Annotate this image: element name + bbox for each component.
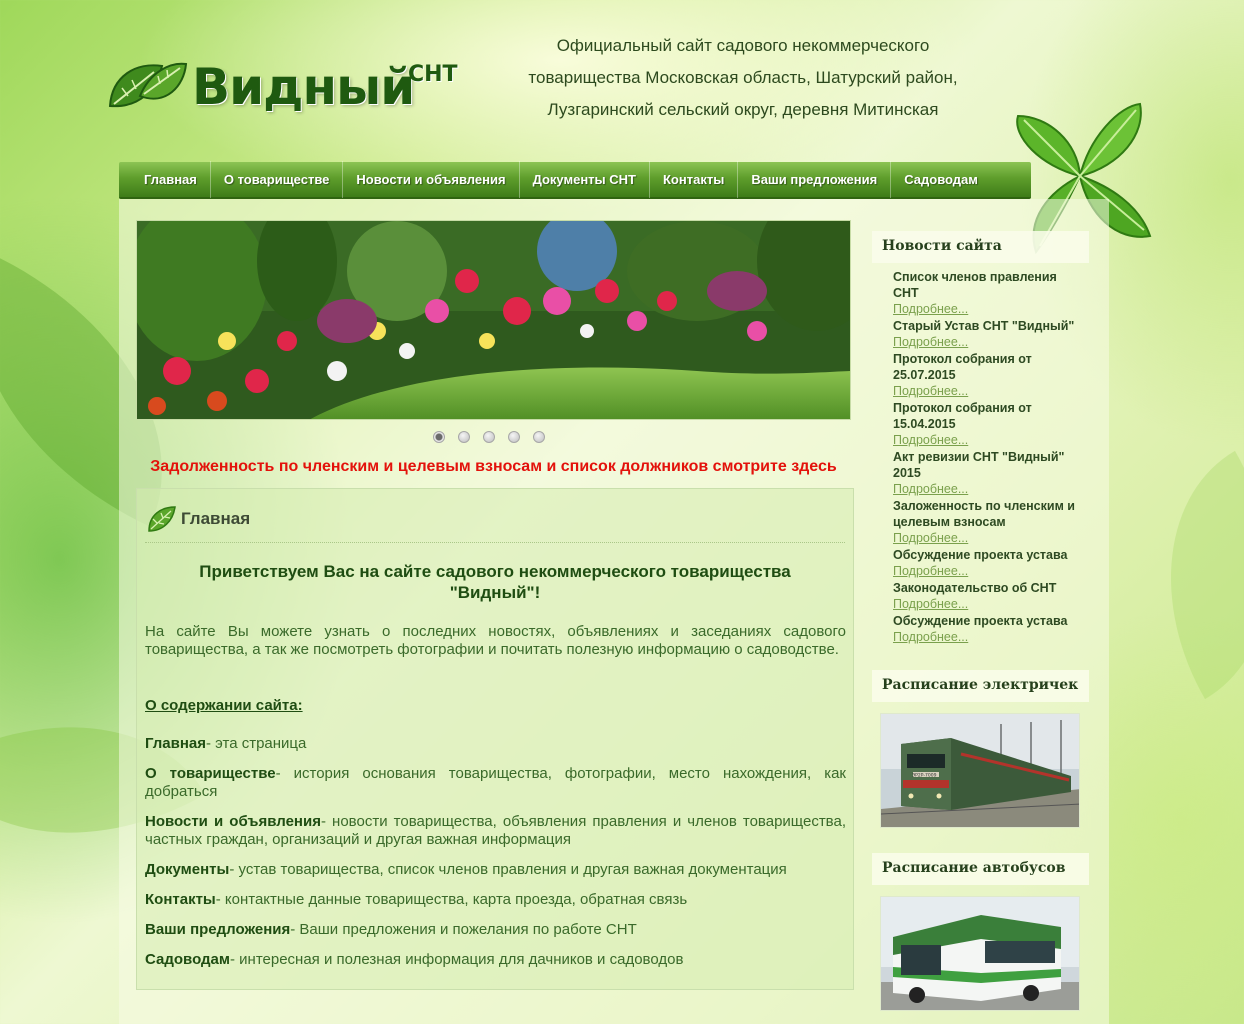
news-title: Обсуждение проекта устава: [893, 548, 1068, 562]
news-title: Протокол собрания от 25.07.2015: [893, 352, 1032, 382]
news-title: Заложенность по членским и целевым взносам: [893, 499, 1075, 529]
train-schedule-heading: Расписание электричек: [872, 670, 1089, 702]
news-more-link[interactable]: Подробнее...: [893, 630, 969, 644]
section-item: [145, 951, 846, 969]
news-more-link[interactable]: Подробнее...: [893, 482, 969, 496]
slide-dot-3[interactable]: [483, 431, 495, 443]
news-heading: Новости сайта: [872, 231, 1089, 263]
section-desc: - новости товарищества, объявления правления и членов товарищества, частных граждан, организаций и другая важная информация: [145, 813, 846, 848]
section-item: [145, 735, 846, 753]
section-item: [145, 861, 846, 879]
garden-photo: [137, 221, 851, 420]
news-title: Законодательство об СНТ: [893, 581, 1057, 595]
slideshow-dots: [433, 431, 545, 443]
train-number-plate: ЭР2Р-7009: [912, 773, 937, 779]
section-name: Главная: [145, 735, 207, 752]
leaf-icon: [145, 503, 177, 535]
slide-dot-4[interactable]: [508, 431, 520, 443]
debt-list-link[interactable]: Задолженность по членским и целевым взносам и список должников смотрите здесь: [150, 458, 837, 475]
section-name: Документы: [145, 861, 230, 878]
news-item: [893, 547, 1085, 580]
slide-dot-2[interactable]: [458, 431, 470, 443]
news-more-link[interactable]: Подробнее...: [893, 302, 969, 316]
main-nav: [119, 162, 1031, 199]
nav-item-news[interactable]: Новости и объявления: [343, 161, 519, 198]
slide-dot-1[interactable]: [433, 431, 445, 443]
news-more-link[interactable]: Подробнее...: [893, 531, 969, 545]
section-name: Контакты: [145, 891, 216, 908]
logo-name: Видный: [192, 58, 415, 116]
section-name: О товариществе: [145, 765, 276, 782]
nav-item-documents[interactable]: Документы СНТ: [520, 161, 650, 198]
news-title: Протокол собрания от 15.04.2015: [893, 401, 1032, 431]
news-item: [893, 269, 1085, 318]
leaf-logo-icon: [106, 56, 188, 118]
news-item: [893, 400, 1085, 449]
nav-item-about[interactable]: О товариществе: [211, 161, 344, 198]
about-heading: О содержании сайта:: [145, 697, 303, 714]
nav-item-gardeners[interactable]: Садоводам: [904, 172, 978, 187]
section-name: Садоводам: [145, 951, 230, 968]
news-item: [893, 498, 1085, 547]
nav-item-home[interactable]: Главная: [131, 161, 211, 198]
news-title: Список членов правления СНТ: [893, 270, 1057, 300]
section-item: [145, 921, 846, 939]
news-more-link[interactable]: Подробнее...: [893, 384, 969, 398]
news-more-link[interactable]: Подробнее...: [893, 335, 969, 349]
section-name: Ваши предложения: [145, 921, 291, 938]
section-desc: - история основания товарищества, фотографии, место нахождения, как добраться: [145, 765, 846, 800]
news-list: [893, 269, 1085, 646]
logo-suffix: СНТ: [408, 62, 458, 87]
news-more-link[interactable]: Подробнее...: [893, 433, 969, 447]
section-item: [145, 891, 846, 909]
train-schedule-image[interactable]: [880, 713, 1080, 828]
news-item: [893, 318, 1085, 351]
news-item: [893, 580, 1085, 613]
section-item: [145, 765, 846, 801]
section-item: [145, 813, 846, 849]
train-photo: [881, 714, 1080, 828]
news-title: Обсуждение проекта устава: [893, 614, 1068, 628]
section-desc: - контактные данные товарищества, карта проезда, обратная связь: [215, 891, 688, 908]
section-name: Новости и объявления: [145, 813, 321, 830]
section-desc: - интересная и полезная информация для дачников и садоводов: [230, 951, 684, 968]
news-item: [893, 449, 1085, 498]
news-item: [893, 613, 1085, 646]
slide-dot-5[interactable]: [533, 431, 545, 443]
section-desc: - эта страница: [206, 735, 307, 752]
nav-item-contacts[interactable]: Контакты: [650, 161, 738, 198]
welcome-heading: Приветствуем Вас на сайте садового некоммерческого товарищества "Видный"!: [199, 562, 791, 602]
bus-schedule-heading: Расписание автобусов: [872, 853, 1089, 885]
news-item: [893, 351, 1085, 400]
intro-text: На сайте Вы можете узнать о последних новостях, объявлениях и заседаниях садового товарищества, а так же посмотреть фотографии и почитать полезную информацию о садоводстве.: [145, 623, 846, 658]
site-tagline: Официальный сайт садового некоммерческого товарищества Московская область, Шатурский район, Лузгаринский сельский округ, деревня Митинская: [528, 36, 958, 119]
bus-photo: [881, 897, 1080, 1011]
background-leaf: [1105, 451, 1244, 699]
news-more-link[interactable]: Подробнее...: [893, 564, 969, 578]
bus-schedule-image[interactable]: [880, 896, 1080, 1011]
news-more-link[interactable]: Подробнее...: [893, 597, 969, 611]
news-title: Акт ревизии СНТ "Видный" 2015: [893, 450, 1065, 480]
garden-slideshow[interactable]: [136, 220, 851, 420]
site-logo[interactable]: [106, 52, 466, 122]
page-title: Главная: [181, 509, 251, 528]
main-content: [136, 488, 854, 990]
content-heading: [145, 503, 845, 543]
news-title: Старый Устав СНТ "Видный": [893, 319, 1075, 333]
nav-item-suggestions[interactable]: Ваши предложения: [738, 161, 891, 198]
section-desc: - устав товарищества, список членов правления и другая важная документация: [229, 861, 787, 878]
section-desc: - Ваши предложения и пожелания по работе СНТ: [290, 921, 637, 938]
section-list: [145, 735, 846, 981]
